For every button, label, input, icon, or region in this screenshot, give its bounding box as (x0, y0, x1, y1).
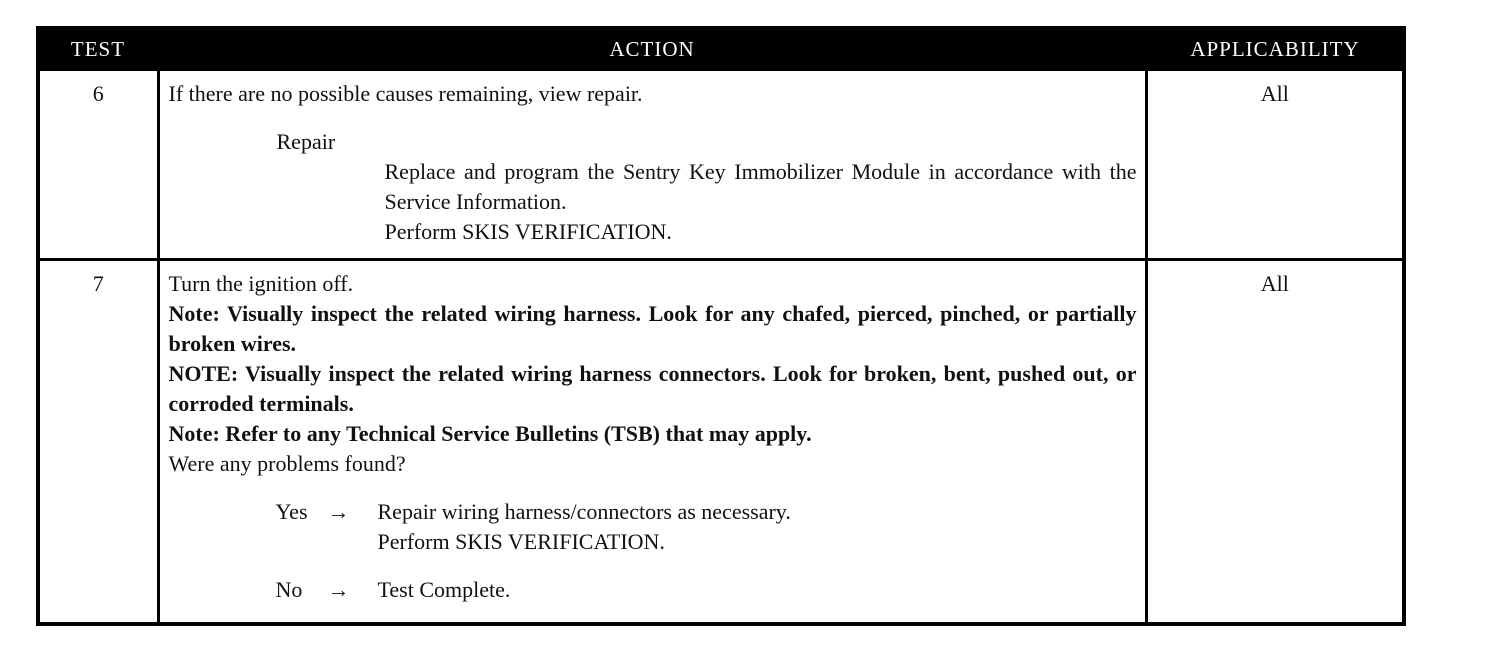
yes-outcome-line: Repair wiring harness/connectors as necessary. (377, 499, 791, 524)
arrow-icon: → (327, 499, 350, 524)
yes-outcome (378, 497, 791, 557)
no-outcome-line: Test Complete. (377, 577, 511, 602)
test-number: 7 (38, 260, 158, 624)
header-applicability: APPLICABILITY (1146, 28, 1404, 70)
action-cell (158, 70, 1146, 260)
table-row (38, 260, 1404, 624)
applicability-value: All (1146, 260, 1404, 624)
repair-label: Repair (276, 129, 336, 154)
header-test: TEST (38, 28, 158, 70)
no-outcome (378, 575, 511, 605)
table-header-row (38, 28, 1404, 70)
repair-text: Replace and program the Sentry Key Immobilizer Module in accordance with the Service Information. (384, 159, 1137, 214)
yes-branch (276, 497, 1137, 557)
no-branch (276, 575, 1137, 605)
diagnostic-test-table (36, 26, 1406, 626)
action-note: Note: Refer to any Technical Service Bulletins (TSB) that may apply. (168, 421, 812, 446)
action-note: Note: Visually inspect the related wiring harness. Look for any chafed, pierced, pinched, or partially broken wires. (168, 301, 1137, 356)
repair-text: Perform SKIS VERIFICATION. (384, 219, 672, 244)
applicability-value: All (1146, 70, 1404, 260)
no-label: No (275, 577, 303, 602)
action-intro: If there are no possible causes remaining, view repair. (168, 81, 643, 106)
action-note: NOTE: Visually inspect the related wiring harness connectors. Look for broken, bent, pushed out, or corroded terminals. (168, 361, 1137, 416)
action-question: Were any problems found? (168, 451, 406, 476)
table-row (38, 70, 1404, 260)
arrow-icon: → (327, 577, 350, 602)
yes-outcome-line: Perform SKIS VERIFICATION. (377, 529, 665, 554)
yes-label: Yes (275, 499, 308, 524)
action-intro: Turn the ignition off. (168, 271, 354, 296)
header-action: ACTION (158, 28, 1146, 70)
test-number: 6 (38, 70, 158, 260)
action-cell (158, 260, 1146, 624)
